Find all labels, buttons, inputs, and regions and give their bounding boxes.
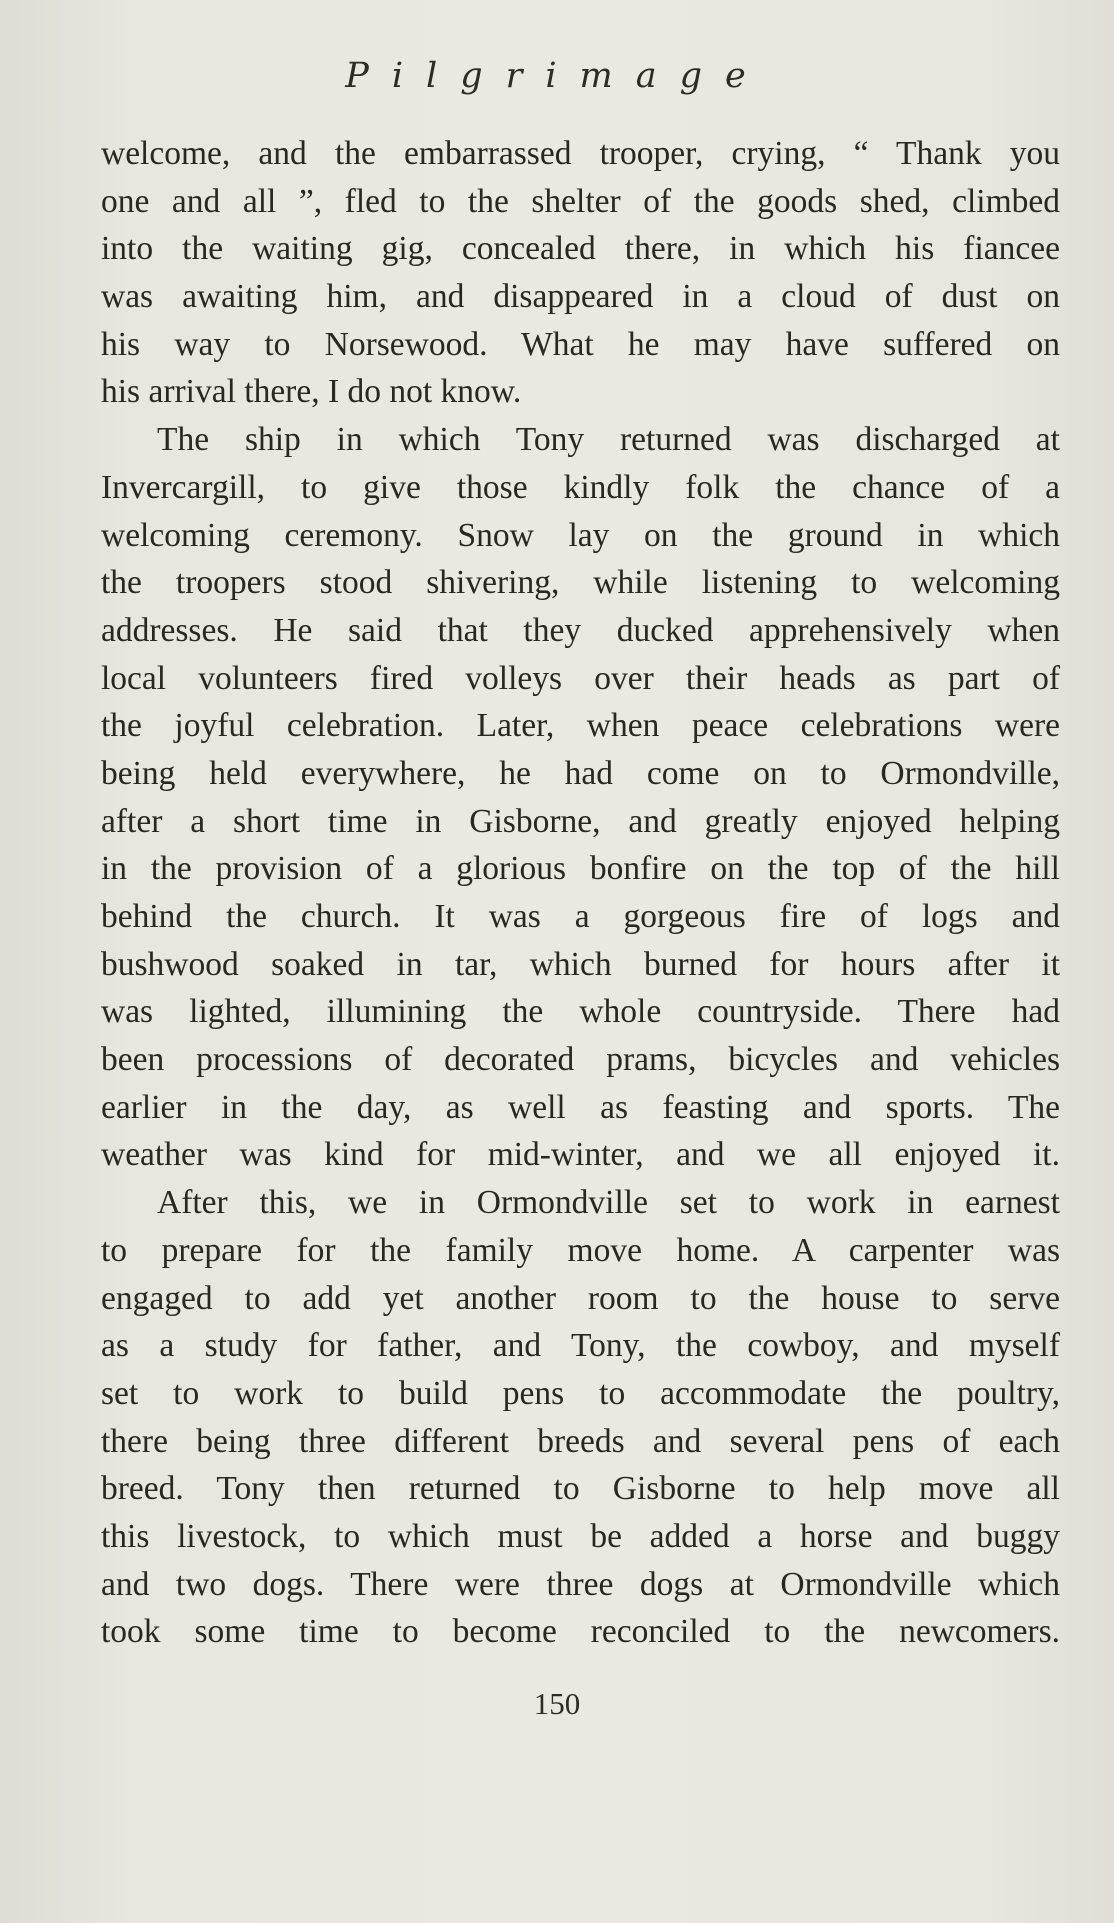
- text-line: to prepare for the family move home. A carpenter was: [101, 1231, 1060, 1269]
- text-line: and two dogs. There were three dogs at Ormondville which: [101, 1565, 1060, 1603]
- page-number: 150: [533, 1686, 581, 1721]
- text-line: his arrival there, I do not know.: [101, 373, 522, 411]
- text-line: one and all ”, fled to the shelter of the goods shed, climbed: [101, 182, 1060, 220]
- text-line: behind the church. It was a gorgeous fire of logs and: [101, 898, 1060, 935]
- text-line: breed. Tony then returned to Gisborne to help move all: [101, 1470, 1060, 1508]
- text-line: been processions of decorated prams, bicycles and vehicles: [101, 1041, 1060, 1079]
- text-line: his way to Norsewood. What he may have suffered on: [101, 325, 1060, 363]
- text-line: After this, we in Ormondville set to work in earnest: [157, 1184, 1060, 1222]
- text-line: into the waiting gig, concealed there, in which his fiancee: [101, 230, 1060, 268]
- text-line: addresses. He said that they ducked apprehensively when: [101, 611, 1060, 649]
- text-line: The ship in which Tony returned was discharged at: [157, 421, 1060, 459]
- text-line: being held everywhere, he had come on to Ormondville,: [101, 754, 1060, 792]
- text-line: took some time to become reconciled to the newcomers.: [101, 1613, 1060, 1651]
- text-line: engaged to add yet another room to the house to serve: [101, 1279, 1060, 1317]
- text-line: local volunteers fired volleys over their heads as part of: [101, 659, 1060, 697]
- text-line: Invercargill, to give those kindly folk the chance of a: [101, 468, 1060, 506]
- paragraph: [101, 416, 1060, 1179]
- text-line: was lighted, illumining the whole countryside. There had: [101, 993, 1060, 1031]
- body-text: [101, 130, 1060, 1656]
- text-line: welcoming ceremony. Snow lay on the ground in which: [101, 516, 1060, 554]
- text-line: there being three different breeds and several pens of each: [101, 1422, 1060, 1460]
- text-line: as a study for father, and Tony, the cowboy, and myself: [101, 1327, 1060, 1365]
- text-line: this livestock, to which must be added a horse and buggy: [101, 1517, 1060, 1555]
- text-line: welcome, and the embarrassed trooper, crying, “ Thank you: [101, 135, 1060, 172]
- text-line: in the provision of a glorious bonfire on the top of the hill: [101, 850, 1060, 888]
- text-line: was awaiting him, and disappeared in a cloud of dust on: [101, 278, 1060, 316]
- text-line: the joyful celebration. Later, when peace celebrations were: [101, 707, 1060, 745]
- text-line: after a short time in Gisborne, and greatly enjoyed helping: [101, 802, 1060, 840]
- paragraph: [101, 130, 1060, 416]
- paragraph: [101, 1179, 1060, 1656]
- text-line: earlier in the day, as well as feasting and sports. The: [101, 1088, 1060, 1126]
- text-line: weather was kind for mid-winter, and we all enjoyed it.: [101, 1136, 1060, 1174]
- text-line: bushwood soaked in tar, which burned for hours after it: [101, 945, 1060, 983]
- text-line: set to work to build pens to accommodate the poultry,: [101, 1374, 1060, 1412]
- text-line: the troopers stood shivering, while listening to welcoming: [101, 564, 1060, 602]
- running-head: Pilgrimage: [345, 56, 769, 96]
